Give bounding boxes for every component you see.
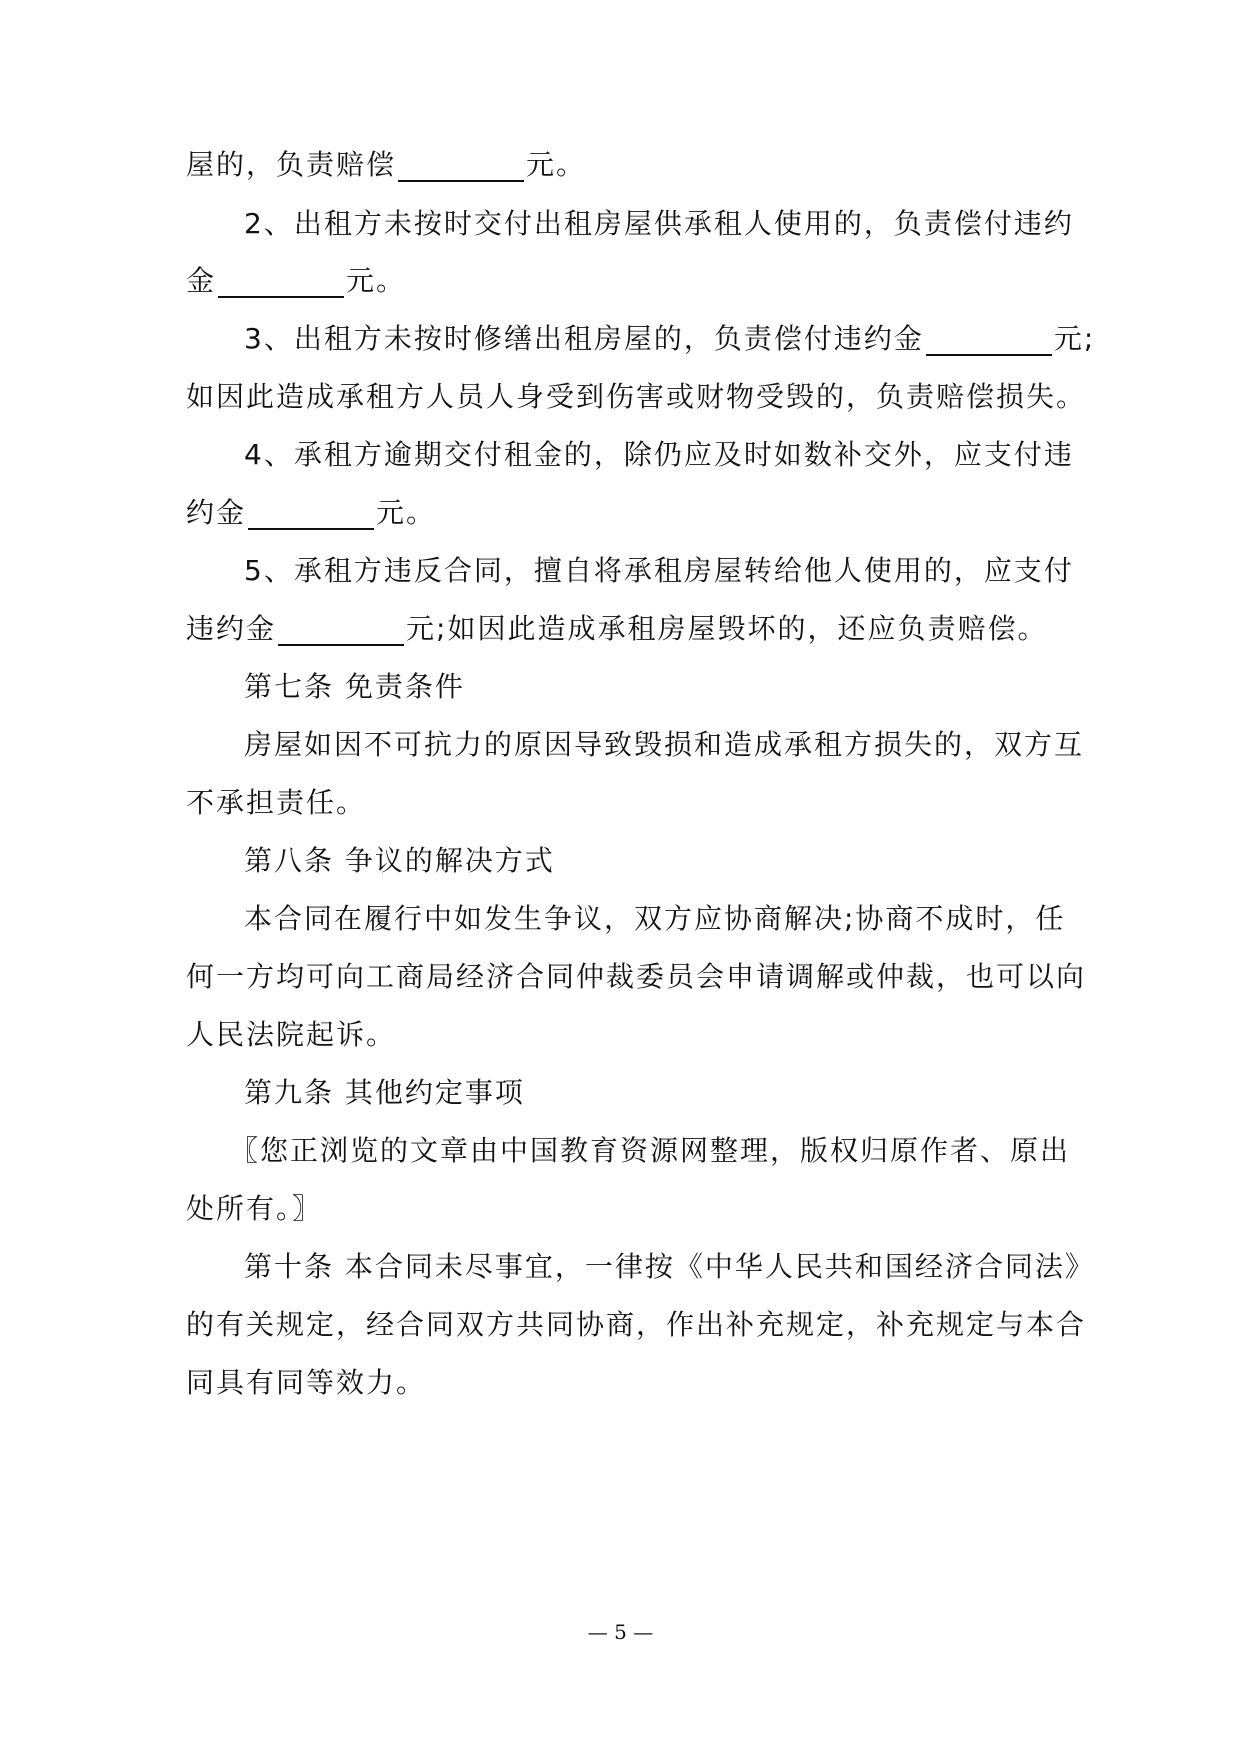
text-line-9 — [186, 612, 1047, 646]
text-line-8: 5、承租方违反合同，擅自将承租房屋转给他人使用的，应支付 — [244, 554, 1074, 587]
text-segment: 元。 — [526, 148, 587, 181]
fill-in-blank — [248, 500, 374, 530]
text-segment: 违约金 — [186, 612, 277, 645]
text-segment: 元; — [1053, 322, 1096, 355]
text-line-11: 房屋如因不可抗力的原因导致毁损和造成承租方损失的，双方互 — [244, 728, 1085, 761]
fill-in-blank — [398, 152, 524, 182]
text-line-18: 〖您正浏览的文章由中国教育资源网整理，版权归原作者、原出 — [230, 1134, 1071, 1167]
text-line-15: 何一方均可向工商局经济合同仲裁委员会申请调解或仲裁，也可以向 — [186, 960, 1087, 993]
fill-in-blank — [926, 326, 1052, 356]
text-segment: 元。 — [376, 496, 437, 529]
fill-in-blank — [218, 268, 344, 298]
text-line-5: 如因此造成承租方人员人身受到伤害或财物受毁的，负责赔偿损失。 — [186, 380, 1087, 413]
text-line-21: 的有关规定，经合同双方共同协商，作出补充规定，补充规定与本合 — [186, 1308, 1087, 1341]
article-heading-10: 第十条 本合同未尽事宜，一律按《中华人民共和国经济合同法》 — [244, 1250, 1095, 1283]
fill-in-blank — [278, 616, 404, 646]
text-segment: 屋的，负责赔偿 — [186, 148, 397, 181]
text-line-4 — [244, 322, 1095, 356]
text-line-6: 4、承租方逾期交付租金的，除仍应及时如数补交外，应支付违 — [244, 438, 1074, 471]
text-line-12: 不承担责任。 — [186, 786, 367, 819]
text-line-14: 本合同在履行中如发生争议，双方应协商解决;协商不成时，任 — [244, 902, 1066, 935]
text-segment: 金 — [186, 264, 217, 297]
article-heading-8: 第八条 争议的解决方式 — [244, 844, 555, 877]
text-line-2: 2、出租方未按时交付出租房屋供承租人使用的，负责偿付违约 — [244, 207, 1074, 240]
page-number: — 5 — — [587, 1620, 654, 1644]
text-line-1 — [186, 148, 586, 182]
text-line-22: 同具有同等效力。 — [186, 1366, 427, 1399]
article-heading-9: 第九条 其他约定事项 — [244, 1076, 525, 1109]
text-line-3 — [186, 264, 406, 298]
text-segment: 元。 — [346, 264, 407, 297]
text-segment: 元;如因此造成承租房屋毁坏的，还应负责赔偿。 — [406, 612, 1048, 645]
text-line-7 — [186, 496, 436, 530]
text-line-16: 人民法院起诉。 — [186, 1018, 397, 1051]
text-line-19: 处所有。〗 — [186, 1192, 323, 1225]
article-heading-7: 第七条 免责条件 — [244, 670, 465, 703]
text-segment: 3、出租方未按时修缮出租房屋的，负责偿付违约金 — [244, 322, 924, 355]
text-segment: 约金 — [186, 496, 247, 529]
